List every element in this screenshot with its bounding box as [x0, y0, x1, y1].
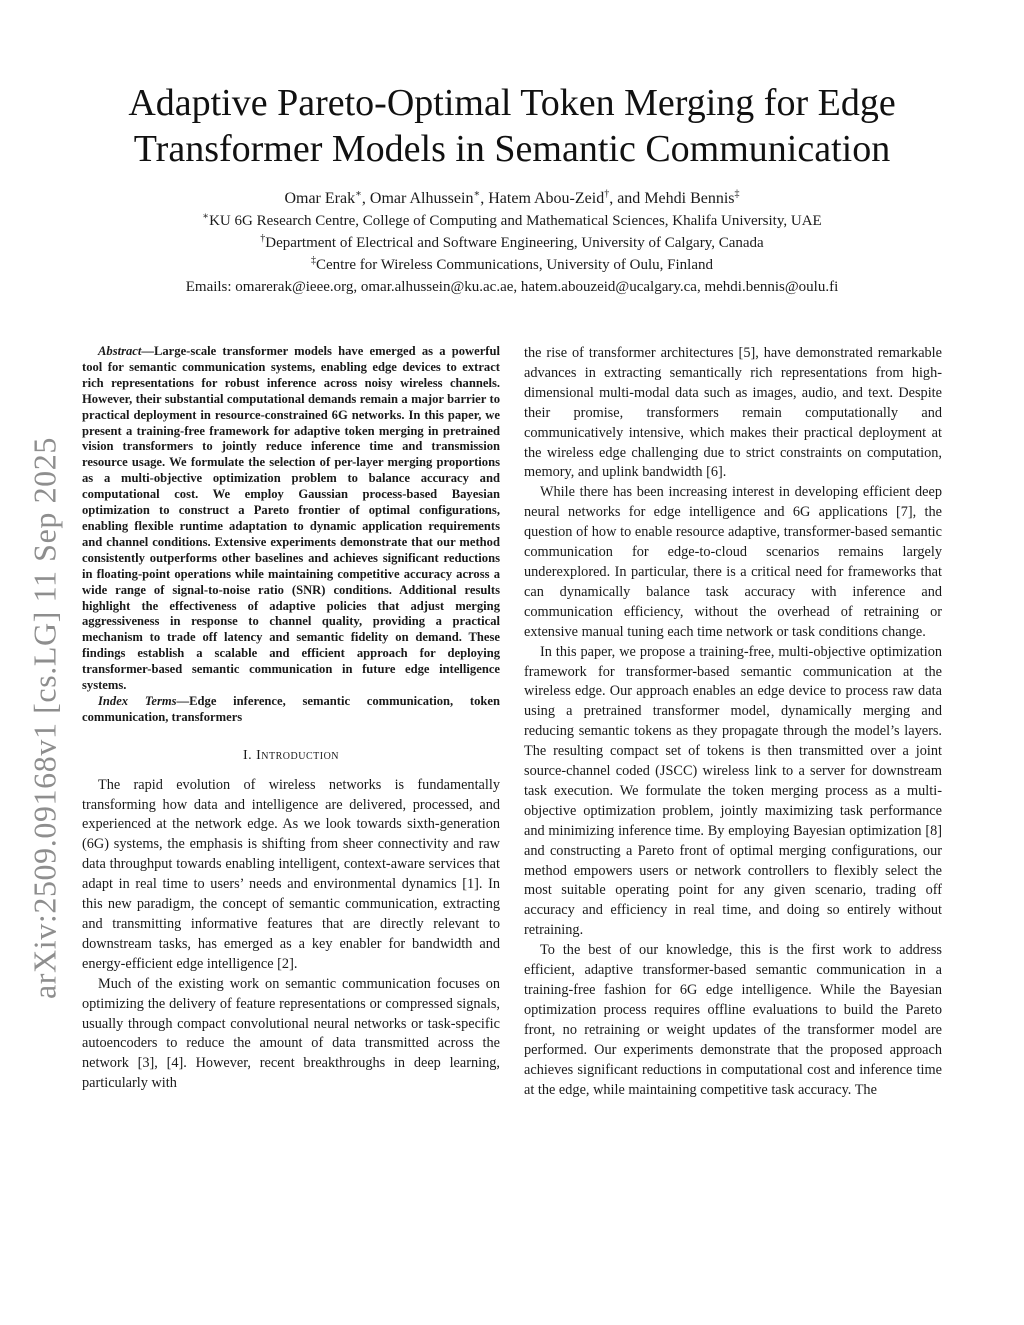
left-column: [82, 344, 500, 1094]
affiliation-text: KU 6G Research Centre, College of Computing and Mathematical Sciences, Khalifa University, UAE: [209, 213, 822, 229]
affiliation-khalifa: [0, 210, 1024, 232]
body-paragraph: the rise of transformer architectures [5], have demonstrated remarkable advances in extracting semantically rich representations from high-dimensional multi-modal data such as images, audio, and text. Despite their promise, transformers remain computationally and communicatively intensive, which makes their practical deployment at the wireless edge challenging due to strict constraints on computation, memory, and uplink bandwidth [6].: [524, 345, 942, 481]
abstract: [82, 344, 500, 694]
author-name: Omar Erak: [284, 190, 356, 207]
title-line-1: Adaptive Pareto-Optimal Token Merging for Edge: [128, 82, 896, 124]
body-paragraph: In this paper, we propose a training-free, multi-objective optimization framework for transformer-based semantic communication at the wireless edge. Our approach enables an edge device to process raw data using a pretrained transformer model, dynamically merging and reducing semantic tokens as they propagate through the model’s layers. The resulting compact set of tokens is then transmitted over a joint source-channel coded (JSCC) wireless link to a server for downstream task execution. We formulate the token merging process as a multi-objective optimization problem, jointly maximizing task performance and minimizing inference time. By employing Bayesian optimization [8] and constructing a Pareto front of optimal merging configurations, our method empowers users or network controllers to flexibly select the most suitable operating point for any given scenario, trading off accuracy and efficiency in real time, and doing so entirely without retraining.: [524, 643, 942, 939]
body-paragraph: To the best of our knowledge, this is the first work to address efficient, adaptive transformer-based semantic communication in a training-free fashion for 6G edge intelligence. While the Bayesian optimization process requires offline evaluations to build the Pareto front, no retraining or weight updates of the transformer model are performed. Our experiments demonstrate that the proposed approach achieves significant reductions in computational cost and inference time at the edge, while maintaining competitive task accuracy. The: [524, 942, 942, 1098]
index-terms-label: Index Terms: [98, 693, 177, 708]
body-paragraph: Much of the existing work on semantic communication focuses on optimizing the delivery of feature representations or compressed signals, usually through compact convolutional neural networks or task-specific autoencoders to reduce the amount of data transmitted across the network [3], [4]. However, recent breakthroughs in deep learning, particularly with: [82, 975, 500, 1092]
abstract-text: —Large-scale transformer models have emerged as a powerful tool for semantic communication systems, enabling edge devices to extract rich representations for robust inference across noisy wireless channels. However, their substantial computational demands remain a major barrier to practical deployment in resource-constrained 6G networks. In this paper, we present a training-free framework for adaptive token merging in pretrained vision transformers to jointly reduce inference time and transmission resource usage. We formulate the selection of per-layer merging proportions as a multi-objective optimization problem to balance accuracy and computational cost. We employ Gaussian process-based Bayesian optimization to construct a Pareto frontier of optimal configurations, enabling flexible runtime adaptation to dynamic application requirements and channel conditions. Extensive experiments demonstrate that our method consistently outperforms other baselines and achieves significant reductions in floating-point operations while maintaining competitive accuracy across a wide range of signal-to-noise ratio (SNR) conditions. Additional results highlight the effectiveness of adaptive policies that adjust merging aggressiveness in response to channel quality, providing a practical mechanism to trade off latency and semantic fidelity on demand. These findings establish a scalable and efficient approach for deploying transformer-based semantic communication in future edge intelligence systems.: [82, 344, 500, 693]
abstract-label: Abstract: [98, 344, 142, 358]
affiliation-calgary: [0, 232, 1024, 254]
affiliation-mark: ∗: [473, 188, 481, 200]
paper-header: [0, 80, 1024, 298]
affiliation-mark: ∗: [355, 188, 362, 200]
section-heading-introduction: [82, 746, 500, 766]
affiliation-mark: ‡: [734, 188, 740, 200]
index-terms-text: —Edge inference, semantic communication, token communication, transformers: [82, 693, 500, 724]
affiliation-mark: †: [604, 188, 610, 200]
author-name: Omar Alhussein: [369, 190, 474, 207]
paper-title: [0, 80, 1024, 172]
section-numeral: I.: [242, 747, 253, 763]
affiliation-mark: ‡: [311, 255, 316, 266]
author-list: Omar Erak∗, Omar Alhussein∗, Hatem Abou-Zeid†, and Mehdi Bennis‡: [284, 188, 740, 207]
body-paragraph: The rapid evolution of wireless networks is fundamentally transforming how data and intelligence are delivered, processed, and experienced at the network edge. As we look towards sixth-generation (6G) systems, the emphasis is shifting from sheer connectivity and raw data throughput towards enabling intelligent, context-aware services that adapt in real time to users’ needs and environmental dynamics [1]. In this new paradigm, the concept of semantic communication, extracting and transmitting informative features that are directly relevant to downstream tasks, has emerged as a key enabler for bandwidth and energy-efficient edge intelligence [2].: [82, 776, 500, 972]
author-name: Hatem Abou-Zeid: [488, 190, 605, 207]
body-paragraph: While there has been increasing interest in developing efficient deep neural networks for edge intelligence and 6G applications [7], the question of how to enable resource adaptive, transformer-based semantic communication for edge-to-cloud scenarios remains largely underexplored. In particular, there is a critical need for frameworks that can dynamically balance task accuracy with inference and communication efficiency, without the overhead of retraining or extensive manual tuning each time network or task conditions change.: [524, 484, 942, 640]
affiliation-oulu: [0, 254, 1024, 276]
author-emails: Emails: omarerak@ieee.org, omar.alhussein@ku.ac.ae, hatem.abouzeid@ucalgary.ca, mehdi.bennis@oulu.fi: [185, 279, 839, 295]
author-name: Mehdi Bennis: [644, 190, 735, 207]
affiliation-mark: †: [260, 233, 266, 244]
affiliation-text: Department of Electrical and Software Engineering, University of Calgary, Canada: [265, 235, 764, 251]
affiliation-mark: ∗: [202, 211, 210, 222]
title-line-2: Transformer Models in Semantic Communication: [133, 128, 891, 170]
right-column: [524, 344, 942, 1100]
section-title: Introduction: [256, 747, 340, 763]
index-terms: [82, 694, 500, 726]
arxiv-identifier: arXiv:2509.09168v1 [cs.LG] 11 Sep 2025: [26, 437, 63, 999]
affiliation-text: Centre for Wireless Communications, University of Oulu, Finland: [316, 257, 713, 273]
